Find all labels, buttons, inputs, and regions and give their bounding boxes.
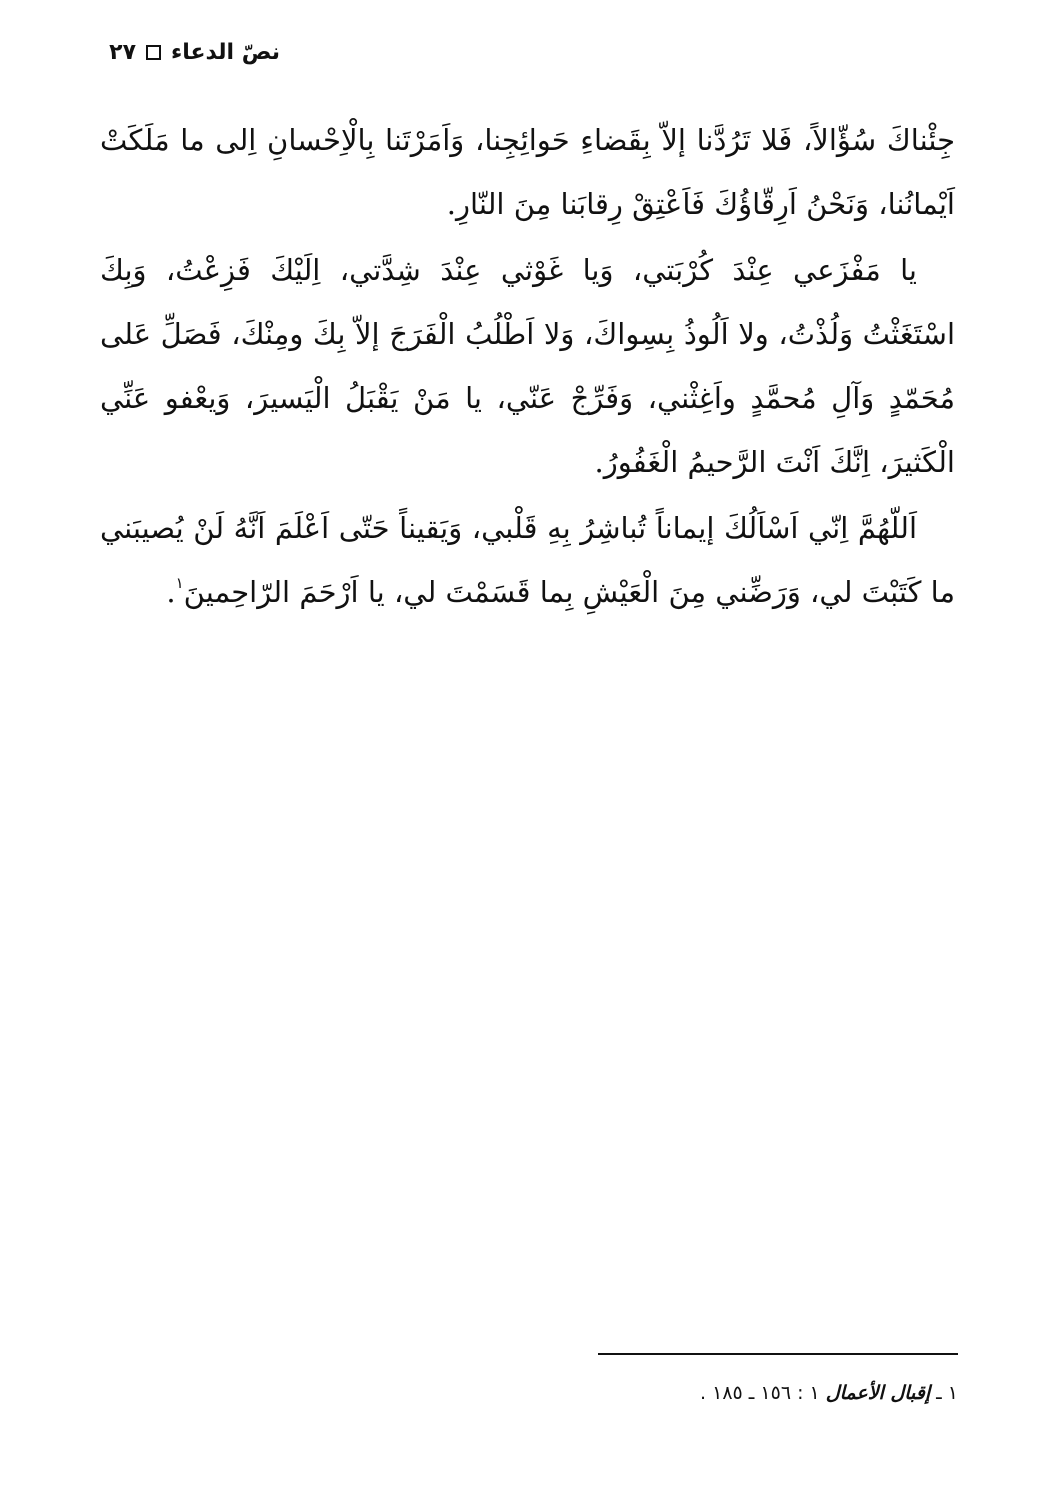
footnote-reference: ١ : ١٥٦ ـ ١٨٥ .	[700, 1382, 820, 1404]
footnote-source: إقبال الأعمال	[825, 1382, 931, 1404]
page-number: ٢٧	[109, 40, 137, 65]
paragraph-1: جِئْناكَ سُؤّالاً، فَلا تَرُدَّنا إلاّ بِقَضاءِ حَوائِجِنا، وَاَمَرْتَنا بِالْاِحْسانِ اِلى ما مَلَكَتْ اَيْمانُنا، وَنَحْنُ اَرِقّاؤُكَ فَاَعْتِقْ رِقابَنا مِنَ النّارِ.	[100, 123, 955, 221]
square-separator-icon	[146, 45, 161, 60]
paragraph-3-text: اَللّهُمَّ اِنّي اَسْاَلُكَ إيماناً تُباشِرُ بِهِ قَلْبي، وَيَقيناً حَتّى اَعْلَمَ اَنَّهُ لَنْ يُصيبَني ما كَتَبْتَ لي، وَرَضِّني مِنَ الْعَيْشِ بِما قَسَمْتَ لي، يا اَرْحَمَ الرّاحِمينَ	[100, 511, 955, 609]
footnote	[500, 1382, 958, 1404]
paragraph-2: يا مَفْزَعي عِنْدَ كُرْبَتي، وَيا غَوْثي عِنْدَ شِدَّتي، اِلَيْكَ فَزِعْتُ، وَبِكَ اسْتَغَثْتُ وَلُذْتُ، ولا اَلُوذُ بِسِواكَ، وَلا اَطْلُبُ الْفَرَجَ إلاّ بِكَ ومِنْكَ، فَصَلِّ عَلى مُحَمّدٍ وَآلِ مُحمَّدٍ واَغِثْني، وَفَرِّجْ عَنّي، يا مَنْ يَقْبَلُ الْيَسيرَ، وَيعْفو عَنِّي الْكَثيرَ، اِنَّكَ اَنْتَ الرَّحيمُ الْغَفُورُ.	[100, 253, 955, 479]
footnote-number: ١ ـ	[936, 1382, 958, 1404]
running-header	[60, 40, 280, 65]
footnote-marker: ١	[175, 574, 184, 592]
footnote-divider	[598, 1353, 958, 1355]
paragraph-3	[100, 496, 955, 624]
prayer-text	[100, 108, 955, 626]
header-title: نصّ الدعاء	[171, 40, 280, 65]
paragraph-3-end: .	[166, 575, 176, 609]
